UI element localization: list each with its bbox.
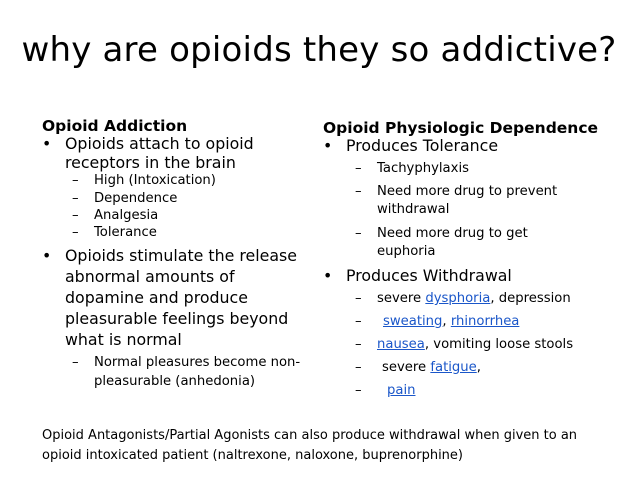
dash-icon: –	[72, 173, 79, 188]
dash-icon: –	[72, 355, 79, 370]
footer-line-1: Opioid Antagonists/Partial Agonists can also produce withdrawal when given to an	[42, 428, 578, 443]
slide-title: why are opioids they so addictive?	[21, 30, 617, 70]
nausea-link[interactable]: nausea	[377, 337, 425, 352]
bullet-icon: •	[42, 246, 52, 265]
bullet-icon: •	[323, 136, 333, 155]
bullet-icon: •	[42, 134, 52, 153]
dash-icon: –	[355, 226, 362, 241]
withdrawal-item-3	[377, 336, 573, 354]
withdrawal-item-1	[377, 290, 571, 308]
left-bullet-2-line-5: what is normal	[65, 330, 182, 349]
left-sub-item-4: Tolerance	[94, 225, 157, 240]
right-tolerance-item-2-line-1: Need more drug to prevent	[377, 184, 558, 199]
withdrawal-item-4-pre: severe	[382, 360, 431, 375]
bullet-icon: •	[323, 266, 333, 285]
left-sub-item-2: Dependence	[94, 191, 178, 206]
left-sub2-line-1: Normal pleasures become non-	[94, 355, 301, 370]
withdrawal-item-1-post: , depression	[490, 291, 571, 306]
left-bullet-2-line-1: Opioids stimulate the release	[65, 246, 297, 265]
left-bullet-2-line-3: dopamine and produce	[65, 288, 248, 307]
pain-link[interactable]: pain	[387, 383, 416, 398]
dash-icon: –	[355, 337, 362, 352]
right-tolerance-item-3-line-2: euphoria	[377, 244, 436, 259]
right-tolerance-item-1: Tachyphylaxis	[377, 161, 469, 176]
right-bullet-1: Produces Tolerance	[346, 136, 499, 155]
dash-icon: –	[355, 161, 362, 176]
left-sub-item-3: Analgesia	[94, 208, 159, 223]
dash-icon: –	[355, 184, 362, 199]
dysphoria-link[interactable]: dysphoria	[425, 291, 491, 306]
right-tolerance-item-3-line-1: Need more drug to get	[377, 226, 528, 241]
left-sub-item-1: High (Intoxication)	[94, 173, 216, 188]
left-sub2-line-2: pleasurable (anhedonia)	[94, 374, 256, 389]
dash-icon: –	[355, 383, 362, 398]
dash-icon: –	[72, 208, 79, 223]
rhinorrhea-link[interactable]: rhinorrhea	[450, 314, 520, 329]
dash-icon: –	[72, 191, 79, 206]
withdrawal-item-4-post: ,	[476, 360, 481, 375]
withdrawal-item-4	[382, 359, 481, 377]
left-bullet-2-line-2: abnormal amounts of	[65, 267, 235, 286]
left-heading: Opioid Addiction	[42, 117, 188, 135]
left-bullet-1-line-1: Opioids attach to opioid	[65, 134, 254, 153]
withdrawal-item-1-pre: severe	[377, 291, 426, 306]
footer-note	[42, 426, 602, 466]
withdrawal-item-3-post: , vomiting loose stools	[424, 337, 574, 352]
right-bullet-2: Produces Withdrawal	[346, 266, 512, 285]
dash-icon: –	[72, 225, 79, 240]
sweating-link[interactable]: sweating	[383, 314, 443, 329]
left-bullet-2-line-4: pleasurable feelings beyond	[65, 309, 289, 328]
right-heading: Opioid Physiologic Dependence	[323, 119, 599, 137]
dash-icon: –	[355, 360, 362, 375]
withdrawal-item-5	[387, 382, 415, 400]
dash-icon: –	[355, 314, 362, 329]
withdrawal-item-2-sep: ,	[442, 314, 451, 329]
dash-icon: –	[355, 291, 362, 306]
right-tolerance-item-2-line-2: withdrawal	[377, 202, 450, 217]
withdrawal-item-2	[383, 313, 519, 331]
footer-line-2: opioid intoxicated patient (naltrexone, naloxone, buprenorphine)	[42, 448, 463, 463]
left-bullet-1-line-2: receptors in the brain	[65, 153, 236, 172]
fatigue-link[interactable]: fatigue	[430, 360, 477, 375]
